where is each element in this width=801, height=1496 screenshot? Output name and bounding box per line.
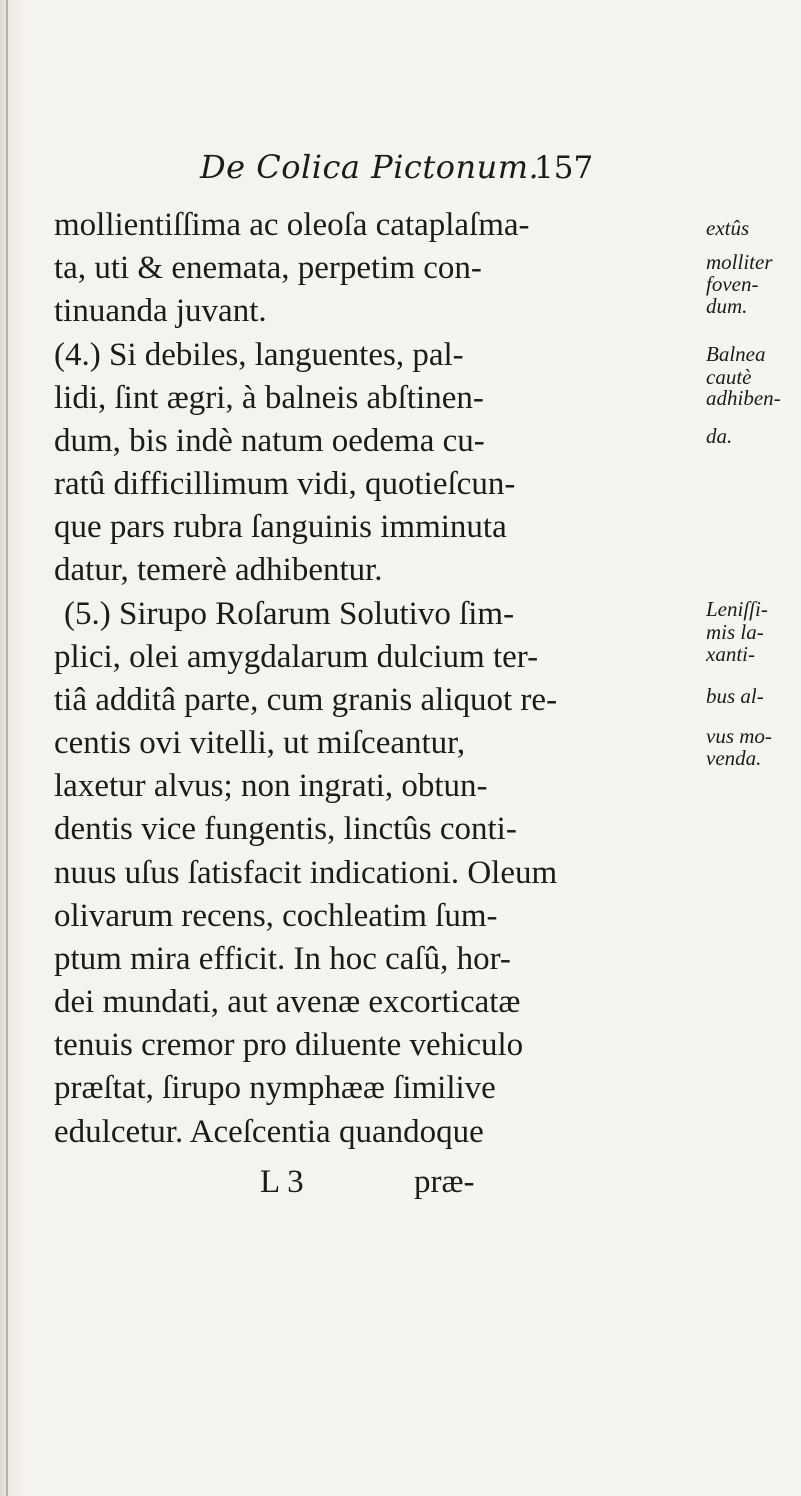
margin-note: foven- (706, 272, 759, 296)
text-line: edulcetur. Aceſcentia quandoque (54, 1114, 484, 1150)
margin-note: molliter (706, 250, 773, 274)
page-number: 157 (534, 150, 594, 186)
page-footer (0, 1162, 801, 1206)
text-line: ptum mira efficit. In hoc caſû, hor- (54, 941, 511, 977)
catchword: præ- (414, 1164, 475, 1200)
page-gutter-edge (6, 0, 8, 1496)
text-line: centis ovi vitelli, ut miſceantur, (54, 725, 466, 761)
margin-note: da. (706, 424, 733, 448)
margin-note: adhiben- (706, 386, 781, 410)
text-line: tenuis cremor pro diluente vehiculo (54, 1027, 524, 1063)
text-line: tiâ additâ parte, cum granis aliquot re- (54, 682, 558, 718)
text-line: olivarum recens, cochleatim ſum- (54, 898, 498, 934)
text-line: ta, uti & enemata, perpetim con- (54, 250, 482, 286)
text-line: lidi, ſint ægri, à balneis abſtinen- (54, 380, 484, 416)
text-line: mollientiſſima ac oleoſa cataplaſma- (54, 207, 530, 243)
margin-note: Leniſſi- (706, 597, 768, 621)
margin-note: bus al- (706, 684, 764, 708)
text-line: nuus uſus ſatisfacit indicationi. Oleum (54, 855, 558, 891)
text-line: datur, temerè adhibentur. (54, 552, 383, 588)
signature-mark: L 3 (260, 1164, 304, 1200)
text-line: tinuanda juvant. (54, 293, 267, 329)
margin-note: dum. (706, 294, 748, 318)
margin-note: Balnea (706, 342, 766, 366)
text-line: dentis vice fungentis, linctûs conti- (54, 811, 517, 847)
text-line: plici, olei amygdalarum dulcium ter- (54, 639, 539, 675)
text-line: que pars rubra ſanguinis imminuta (54, 509, 507, 545)
text-line: laxetur alvus; non ingrati, obtun- (54, 768, 488, 804)
text-line: dum, bis indè natum oedema cu- (54, 423, 485, 459)
text-line: (5.) Sirupo Roſarum Solutivo ſim- (64, 596, 515, 632)
text-line: (4.) Si debiles, languentes, pal- (54, 337, 464, 373)
margin-note: venda. (706, 746, 762, 770)
running-title: De Colica Pictonum. (200, 148, 540, 186)
margin-note: extûs (706, 216, 750, 240)
text-line: dei mundati, aut avenæ excorticatæ (54, 984, 521, 1020)
page-header (0, 148, 801, 198)
text-line: præſtat, ſirupo nymphææ ſimilive (54, 1070, 496, 1106)
margin-note: xanti- (706, 642, 755, 666)
margin-note: vus mo- (706, 724, 772, 748)
text-line: ratû difficillimum vidi, quotieſcun- (54, 466, 516, 502)
margin-note: mis la- (706, 620, 764, 644)
margin-note: cautè (706, 365, 752, 389)
